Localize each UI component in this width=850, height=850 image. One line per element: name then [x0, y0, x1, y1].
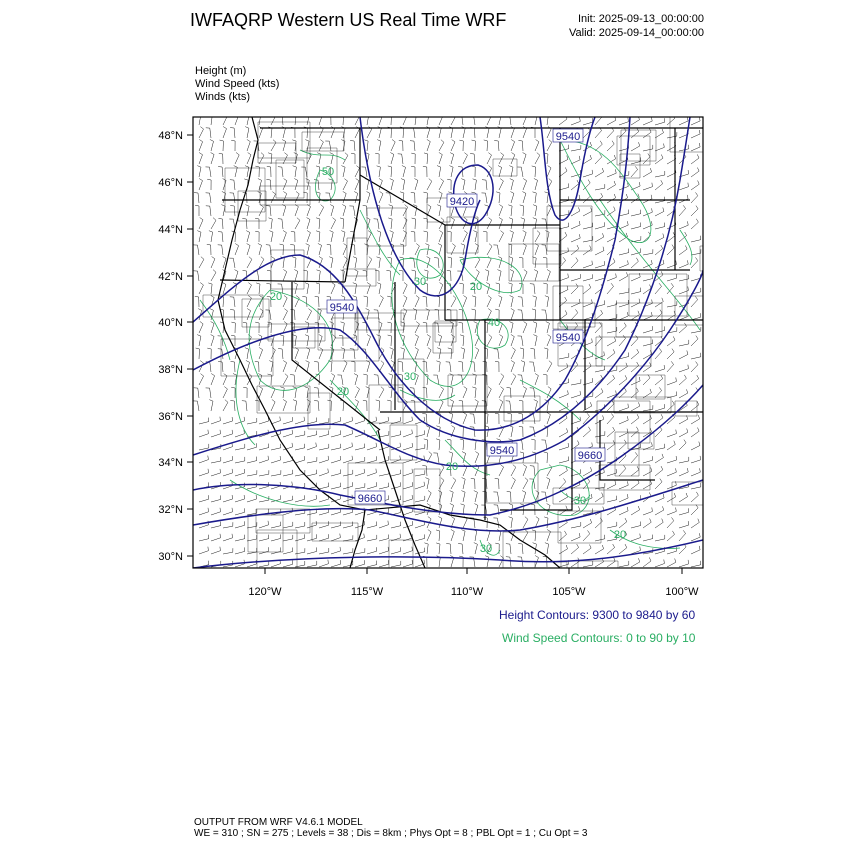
footer-model: OUTPUT FROM WRF V4.6.1 MODEL	[194, 817, 363, 828]
height-contour-info: Height Contours: 9300 to 9840 by 60	[499, 608, 696, 622]
height-label-text: 9540	[489, 445, 515, 457]
latitude-label: 42°N	[158, 271, 183, 283]
latitude-label: 44°N	[158, 224, 183, 236]
latitude-label: 34°N	[158, 457, 183, 469]
footer-config: WE = 310 ; SN = 275 ; Levels = 38 ; Dis = 8km ; Phys Opt = 8 ; PBL Opt = 1 ; Cu Opt = 3	[194, 828, 588, 839]
latitude-label: 32°N	[158, 504, 183, 516]
latitude-label: 46°N	[158, 177, 183, 189]
longitude-label: 120°W	[248, 586, 282, 598]
wind-label: 30	[403, 371, 417, 383]
plot-area	[193, 114, 758, 601]
height-label-text: 9660	[357, 493, 383, 505]
wind-label: 20	[445, 461, 459, 473]
longitude-label: 110°W	[450, 586, 484, 598]
wind-label: 50	[321, 166, 335, 178]
legend-wind-speed: Wind Speed (kts)	[195, 78, 280, 90]
latitude-label: 36°N	[158, 411, 183, 423]
height-label	[447, 194, 477, 208]
wind-label: 30	[479, 543, 493, 555]
height-label-text: 9660	[577, 450, 603, 462]
latitude-label: 38°N	[158, 364, 183, 376]
latitude-label: 30°N	[158, 551, 183, 563]
height-label	[487, 443, 517, 457]
map-title: IWFAQRP Western US Real Time WRF	[190, 10, 507, 30]
height-label	[553, 330, 583, 344]
height-label-text: 9420	[449, 196, 475, 208]
wind-label: 40	[487, 317, 501, 329]
latitude-labels	[158, 130, 183, 563]
legend-winds: Winds (kts)	[195, 91, 250, 103]
wind-label: 20	[269, 291, 283, 303]
height-label-text: 9540	[329, 302, 355, 314]
height-label	[327, 300, 357, 314]
latitude-label: 40°N	[158, 317, 183, 329]
wind-label: 20	[613, 529, 627, 541]
longitude-labels	[248, 586, 699, 598]
height-label-text: 9540	[555, 332, 581, 344]
longitude-label: 115°W	[350, 586, 384, 598]
wind-label: 20	[336, 386, 350, 398]
county-line	[700, 246, 758, 271]
wind-label: 30	[413, 276, 427, 288]
latitude-label: 48°N	[158, 130, 183, 142]
longitude-label: 105°W	[552, 586, 586, 598]
height-label-text: 9540	[555, 131, 581, 143]
wind-label: 30	[573, 495, 587, 507]
valid-time: Valid: 2025-09-14_00:00:00	[569, 27, 704, 39]
longitude-label: 100°W	[665, 586, 699, 598]
height-label	[553, 129, 583, 143]
init-time: Init: 2025-09-13_00:00:00	[578, 13, 704, 25]
legend-height: Height (m)	[195, 65, 247, 77]
wind-contour-info: Wind Speed Contours: 0 to 90 by 10	[502, 631, 696, 645]
height-label	[575, 448, 605, 462]
height-label	[355, 491, 385, 505]
wind-label: 20	[469, 281, 483, 293]
